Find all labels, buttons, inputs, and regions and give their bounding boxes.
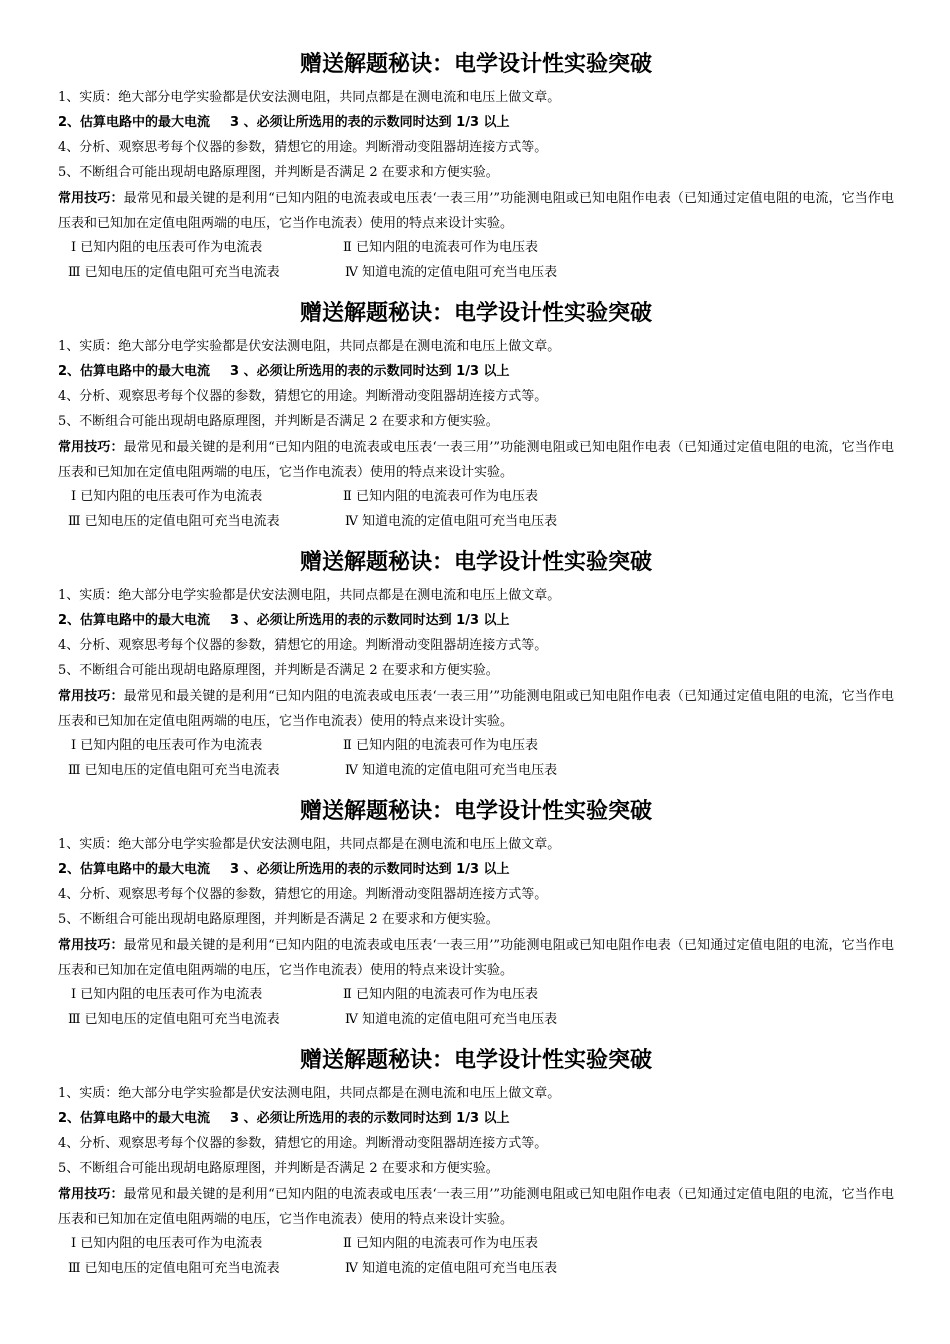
technique-text: 最常见和最关键的是利用“已知内阻的电流表或电压表‘一表三用’”功能测电阻或已知电阻作电表（已知通过定值电阻的电流，它当作电压表和已知加在定值电阻两端的电压，它当作电流表）使用的特点来设计实验。: [58, 191, 894, 231]
point-combine: 5、不断组合可能出现胡电路原理图，并判断是否满足 2 在要求和方便实验。: [58, 165, 499, 180]
point-essence: 1、实质：绝大部分电学实验都是伏安法测电阻，共同点都是在测电流和电压上做文章。: [58, 339, 561, 354]
point-estimate-current: [58, 361, 510, 383]
common-technique: [58, 933, 894, 983]
item-2: Ⅱ 已知内阻的电流表可作为电压表: [343, 1236, 538, 1251]
item-3: Ⅲ 已知电压的定值电阻可充当电流表: [68, 763, 280, 778]
point-estimate-current: [58, 112, 510, 134]
technique-text: 最常见和最关键的是利用“已知内阻的电流表或电压表‘一表三用’”功能测电阻或已知电阻作电表（已知通过定值电阻的电流，它当作电压表和已知加在定值电阻两端的电压，它当作电流表）使用的特点来设计实验。: [58, 440, 894, 480]
item-4: Ⅳ 知道电流的定值电阻可充当电压表: [345, 1012, 558, 1027]
common-technique: [58, 684, 894, 734]
section-title: 赠送解题秘诀：电学设计性实验突破: [299, 550, 652, 575]
tips-section: [58, 546, 894, 786]
technique-text: 最常见和最关键的是利用“已知内阻的电流表或电压表‘一表三用’”功能测电阻或已知电阻作电表（已知通过定值电阻的电流，它当作电压表和已知加在定值电阻两端的电压，它当作电流表）使用的特点来设计实验。: [58, 689, 894, 729]
point-3-text: 3 、必须让所选用的表的示数同时达到 1/3 以上: [230, 613, 510, 628]
point-analyze: 4、分析、观察思考每个仪器的参数，猜想它的用途。判断滑动变阻器胡连接方式等。: [58, 1136, 548, 1151]
technique-text: 最常见和最关键的是利用“已知内阻的电流表或电压表‘一表三用’”功能测电阻或已知电阻作电表（已知通过定值电阻的电流，它当作电压表和已知加在定值电阻两端的电压，它当作电流表）使用的特点来设计实验。: [58, 938, 894, 978]
item-3: Ⅲ 已知电压的定值电阻可充当电流表: [68, 265, 280, 280]
item-3: Ⅲ 已知电压的定值电阻可充当电流表: [68, 1012, 280, 1027]
item-3: Ⅲ 已知电压的定值电阻可充当电流表: [68, 514, 280, 529]
point-combine: 5、不断组合可能出现胡电路原理图，并判断是否满足 2 在要求和方便实验。: [58, 1161, 499, 1176]
section-title: 赠送解题秘诀：电学设计性实验突破: [299, 799, 652, 824]
point-3-text: 3 、必须让所选用的表的示数同时达到 1/3 以上: [230, 115, 510, 130]
point-combine: 5、不断组合可能出现胡电路原理图，并判断是否满足 2 在要求和方便实验。: [58, 663, 499, 678]
technique-label: 常用技巧：: [58, 938, 124, 953]
technique-label: 常用技巧：: [58, 191, 124, 206]
common-technique: [58, 186, 894, 236]
common-technique: [58, 1182, 894, 1232]
technique-label: 常用技巧：: [58, 1187, 124, 1202]
common-technique: [58, 435, 894, 485]
tips-section: [58, 48, 894, 288]
tips-section: [58, 1044, 894, 1284]
item-4: Ⅳ 知道电流的定值电阻可充当电压表: [345, 514, 558, 529]
point-3-text: 3 、必须让所选用的表的示数同时达到 1/3 以上: [230, 364, 510, 379]
point-estimate-current: [58, 610, 510, 632]
technique-label: 常用技巧：: [58, 689, 124, 704]
item-1: Ⅰ 已知内阻的电压表可作为电流表: [71, 738, 263, 753]
item-1: Ⅰ 已知内阻的电压表可作为电流表: [71, 987, 263, 1002]
point-estimate-current: [58, 859, 510, 881]
item-2: Ⅱ 已知内阻的电流表可作为电压表: [343, 240, 538, 255]
point-essence: 1、实质：绝大部分电学实验都是伏安法测电阻，共同点都是在测电流和电压上做文章。: [58, 1086, 561, 1101]
point-2-text: 2、估算电路中的最大电流: [58, 862, 211, 877]
tips-section: [58, 297, 894, 537]
point-2-text: 2、估算电路中的最大电流: [58, 364, 211, 379]
tips-section: [58, 795, 894, 1035]
item-1: Ⅰ 已知内阻的电压表可作为电流表: [71, 1236, 263, 1251]
point-3-text: 3 、必须让所选用的表的示数同时达到 1/3 以上: [230, 1111, 510, 1126]
point-estimate-current: [58, 1108, 510, 1130]
item-2: Ⅱ 已知内阻的电流表可作为电压表: [343, 489, 538, 504]
item-1: Ⅰ 已知内阻的电压表可作为电流表: [71, 489, 263, 504]
point-essence: 1、实质：绝大部分电学实验都是伏安法测电阻，共同点都是在测电流和电压上做文章。: [58, 90, 561, 105]
point-analyze: 4、分析、观察思考每个仪器的参数，猜想它的用途。判断滑动变阻器胡连接方式等。: [58, 140, 548, 155]
point-essence: 1、实质：绝大部分电学实验都是伏安法测电阻，共同点都是在测电流和电压上做文章。: [58, 588, 561, 603]
section-title: 赠送解题秘诀：电学设计性实验突破: [299, 301, 652, 326]
point-analyze: 4、分析、观察思考每个仪器的参数，猜想它的用途。判断滑动变阻器胡连接方式等。: [58, 638, 548, 653]
point-combine: 5、不断组合可能出现胡电路原理图，并判断是否满足 2 在要求和方便实验。: [58, 912, 499, 927]
item-3: Ⅲ 已知电压的定值电阻可充当电流表: [68, 1261, 280, 1276]
point-analyze: 4、分析、观察思考每个仪器的参数，猜想它的用途。判断滑动变阻器胡连接方式等。: [58, 389, 548, 404]
item-4: Ⅳ 知道电流的定值电阻可充当电压表: [345, 763, 558, 778]
section-title: 赠送解题秘诀：电学设计性实验突破: [299, 1048, 652, 1073]
item-1: Ⅰ 已知内阻的电压表可作为电流表: [71, 240, 263, 255]
point-3-text: 3 、必须让所选用的表的示数同时达到 1/3 以上: [230, 862, 510, 877]
technique-label: 常用技巧：: [58, 440, 124, 455]
point-analyze: 4、分析、观察思考每个仪器的参数，猜想它的用途。判断滑动变阻器胡连接方式等。: [58, 887, 548, 902]
point-combine: 5、不断组合可能出现胡电路原理图，并判断是否满足 2 在要求和方便实验。: [58, 414, 499, 429]
technique-text: 最常见和最关键的是利用“已知内阻的电流表或电压表‘一表三用’”功能测电阻或已知电阻作电表（已知通过定值电阻的电流，它当作电压表和已知加在定值电阻两端的电压，它当作电流表）使用的特点来设计实验。: [58, 1187, 894, 1227]
item-4: Ⅳ 知道电流的定值电阻可充当电压表: [345, 265, 558, 280]
point-2-text: 2、估算电路中的最大电流: [58, 115, 211, 130]
section-title: 赠送解题秘诀：电学设计性实验突破: [299, 52, 652, 77]
item-4: Ⅳ 知道电流的定值电阻可充当电压表: [345, 1261, 558, 1276]
item-2: Ⅱ 已知内阻的电流表可作为电压表: [343, 738, 538, 753]
point-2-text: 2、估算电路中的最大电流: [58, 613, 211, 628]
item-2: Ⅱ 已知内阻的电流表可作为电压表: [343, 987, 538, 1002]
point-essence: 1、实质：绝大部分电学实验都是伏安法测电阻，共同点都是在测电流和电压上做文章。: [58, 837, 561, 852]
point-2-text: 2、估算电路中的最大电流: [58, 1111, 211, 1126]
